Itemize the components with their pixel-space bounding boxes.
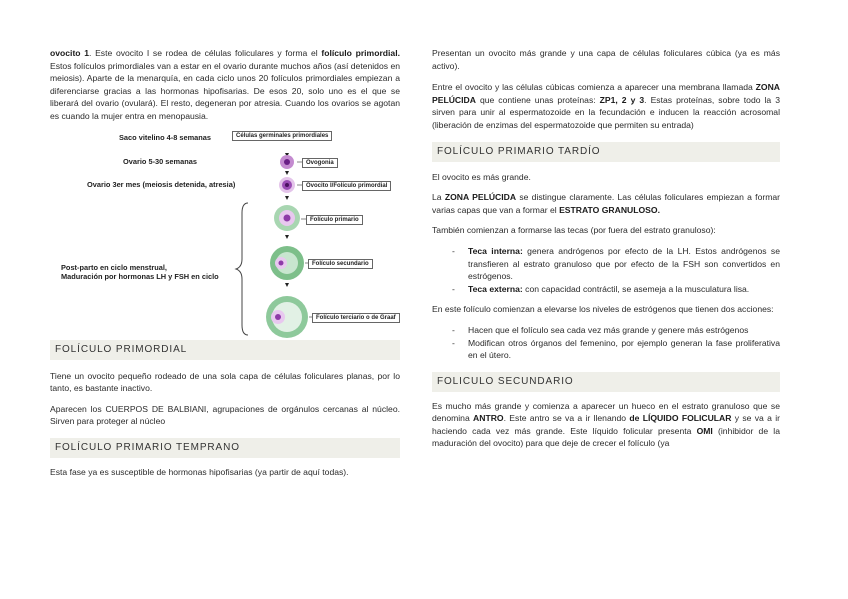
tardio-bold-d: ESTRATO GRANULOSO.	[559, 204, 660, 215]
tecas-list	[432, 245, 780, 295]
arrow-5	[285, 283, 289, 287]
list-item-estrogenos-2: - Modifican otros órganos del femenino, por ejemplo generan la fase proliferativa en el útero.	[452, 337, 780, 362]
arrow-2	[285, 171, 289, 175]
intro-bold-ovocito: ovocito 1	[50, 48, 90, 58]
label-3er-mes: Ovario 3er mes (meiosis detenida, atresia)	[87, 179, 236, 189]
primordial-paragraph-2: Aparecen los CUERPOS DE BALBIANI, agrupaciones de orgánulos cercanas al núcleo. Sirven para proteger al núcleo	[50, 403, 400, 427]
brace	[236, 203, 248, 335]
list-item-estrogenos-1: - Hacen que el folículo sea cada vez más grande y genere más estrógenos	[452, 324, 780, 337]
box-primario: Folículo primario	[306, 215, 363, 225]
heading-primario-tardio: FOLÍCULO PRIMARIO TARDÍO	[432, 142, 780, 162]
secundario-text-c: . Este antro se va a ir llenando	[503, 413, 630, 424]
zona-text-c: que contiene unas proteínas:	[475, 94, 600, 105]
teca-interna-text: genera andrógenos por efecto de la LH. Estos andrógenos se transfieren al estrato granuloso que por efecto de la FSH son convertidos en estrógenos.	[468, 245, 780, 282]
zona-pelucida-paragraph	[432, 81, 780, 131]
teca-externa-text: con capacidad contráctil, se asemeja a la musculatura lisa.	[522, 283, 750, 294]
label-postparto-2: Maduración por hormonas LH y FSH en ciclo	[61, 271, 219, 281]
box-germinales: Células germinales primordiales	[232, 131, 332, 141]
box-ovogonia: Ovogonia	[302, 158, 338, 168]
secundario-paragraph	[432, 400, 780, 450]
tardio-paragraph-2	[432, 191, 780, 216]
temprano-paragraph: Esta fase ya es susceptible de hormonas hipofisarias (ya partir de aquí todas).	[50, 466, 349, 477]
tardio-paragraph-4: En este folículo comienzan a elevarse los niveles de estrógenos que tienen dos acciones:	[432, 304, 774, 315]
label-ovario: Ovario 5-30 semanas	[123, 156, 197, 166]
heading-secundario: FOLICULO SECUNDARIO	[432, 372, 780, 392]
heading-primordial: FOLÍCULO PRIMORDIAL	[50, 340, 400, 360]
tardio-bold-b: ZONA PELÚCIDA	[444, 192, 517, 203]
zona-text-e: . Estas proteínas, sobre todo la 3 sirven para unir al espermatozoide en la fecundación e inducen la reacción acrosomal (liberación de enzimas del espermatozoide que permiten su entrada)	[432, 94, 780, 130]
intro-paragraph	[50, 47, 400, 123]
secundario-bold-omi: OMI	[696, 425, 713, 436]
secundario-bold-antro: ANTRO	[473, 413, 504, 424]
label-postparto-1: Post-parto en ciclo menstrual,	[61, 262, 167, 272]
intro-text-2: Estos folículos primordiales van a estar en el ovario durante muchos años (así detenidos en meiosis). Aparte de la menarquía, en cada ciclo unos 20 folículos primordiales empiezan a diferenciarse gracias a las hormonas hipofisarias. De esos 20, solo uno es el que se liberará del ovario (ovulará). El resto, degeneran por atresia. Cuando los ovarios se agotan es cuando la mujer entra en menopausia.	[50, 60, 400, 121]
estrogenos-list	[432, 324, 780, 362]
zona-bold-d: ZP1, 2 y 3	[599, 94, 645, 105]
secundario-text-g: (inhibidor de la maduración del ovocito) para que deje de crecer el folículo (ya	[432, 425, 781, 449]
secundario-bold-liquido: de LÍQUIDO FOLICULAR	[629, 413, 732, 424]
intro-bold-primordial: folículo primordial.	[321, 48, 400, 58]
teca-externa-label: Teca externa:	[468, 283, 523, 294]
figure-drawing	[50, 127, 400, 339]
list-item-teca-externa	[452, 283, 780, 296]
tardio-paragraph-3: También comienzan a formarse las tecas (por fuera del estrato granuloso):	[432, 225, 716, 236]
tardio-text-a: La	[432, 192, 445, 203]
left-column	[50, 0, 400, 479]
box-terciario: Folículo terciario o de Graaf	[312, 313, 400, 323]
teca-interna-label: Teca interna:	[468, 245, 523, 256]
tardio-text-c: se distingue claramente. Las células foliculares empiezan a formar varias capas que van a formar el	[432, 192, 781, 215]
right-top-paragraph: Presentan un ovocito más grande y una capa de células foliculares cúbica (ya es más activo).	[432, 48, 780, 71]
arrow-3	[285, 196, 289, 200]
heading-primario-temprano: FOLÍCULO PRIMARIO TEMPRANO	[50, 438, 400, 458]
box-secundario: Folículo secundario	[308, 259, 373, 269]
folliculogenesis-figure	[50, 127, 400, 339]
intro-text-1: . Este ovocito I se rodea de células foliculares y forma el	[89, 48, 322, 58]
label-saco: Saco vitelino 4-8 semanas	[119, 132, 212, 142]
zona-bold-b: ZONA PELÚCIDA	[432, 82, 780, 105]
primordial-paragraph-1: Tiene un ovocito pequeño rodeado de una sola capa de células foliculares planas, por lo tanto, es bastante inactivo.	[50, 370, 400, 394]
secundario-text-a: Es mucho más grande y comienza a aparecer un hueco en el estrato granuloso que se denomina	[432, 400, 780, 424]
secundario-text-e: y se va a ir haciendo cada vez más grande. Este líquido folicular presenta	[432, 413, 780, 436]
zona-text-a: Entre el ovocito y las células cúbicas comienza a aparecer una membrana llamada	[432, 82, 756, 93]
box-ovocito: Ovocito I/Folículo primordial	[302, 181, 391, 191]
arrow-4	[285, 235, 289, 239]
list-item-teca-interna	[452, 245, 780, 283]
right-column	[432, 0, 780, 450]
tardio-paragraph-1: El ovocito es más grande.	[432, 171, 531, 182]
